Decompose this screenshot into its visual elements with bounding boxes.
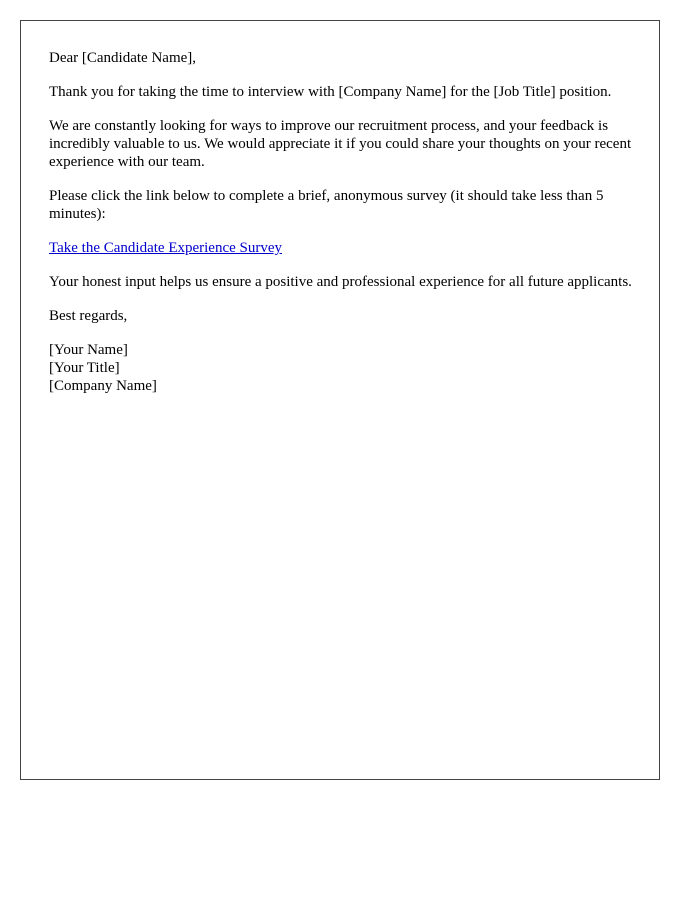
survey-link[interactable]: Take the Candidate Experience Survey [49, 240, 283, 256]
letter-frame [20, 20, 660, 780]
signature-company: [Company Name] [49, 378, 157, 394]
letter-paragraph-feedback: We are constantly looking for ways to improve our recruitment process, and your feedback is incredibly valuable to us. We would appreciate it if you could share your thoughts on your recent experience with our team. [49, 118, 632, 170]
signature-title: [Your Title] [49, 360, 120, 376]
letter-body [49, 49, 639, 395]
signature-block [49, 341, 639, 395]
letter-greeting: Dear [Candidate Name], [49, 50, 197, 66]
letter-paragraph-survey-request: Please click the link below to complete a brief, anonymous survey (it should take less than 5 minutes): [49, 188, 604, 222]
signature-name: [Your Name] [49, 342, 128, 358]
letter-closing: Best regards, [49, 308, 128, 324]
survey-link-container [49, 239, 639, 257]
letter-paragraph-intro: Thank you for taking the time to interview with [Company Name] for the [Job Title] position. [49, 84, 612, 100]
letter-paragraph-thanks: Your honest input helps us ensure a positive and professional experience for all future applicants. [49, 274, 632, 290]
